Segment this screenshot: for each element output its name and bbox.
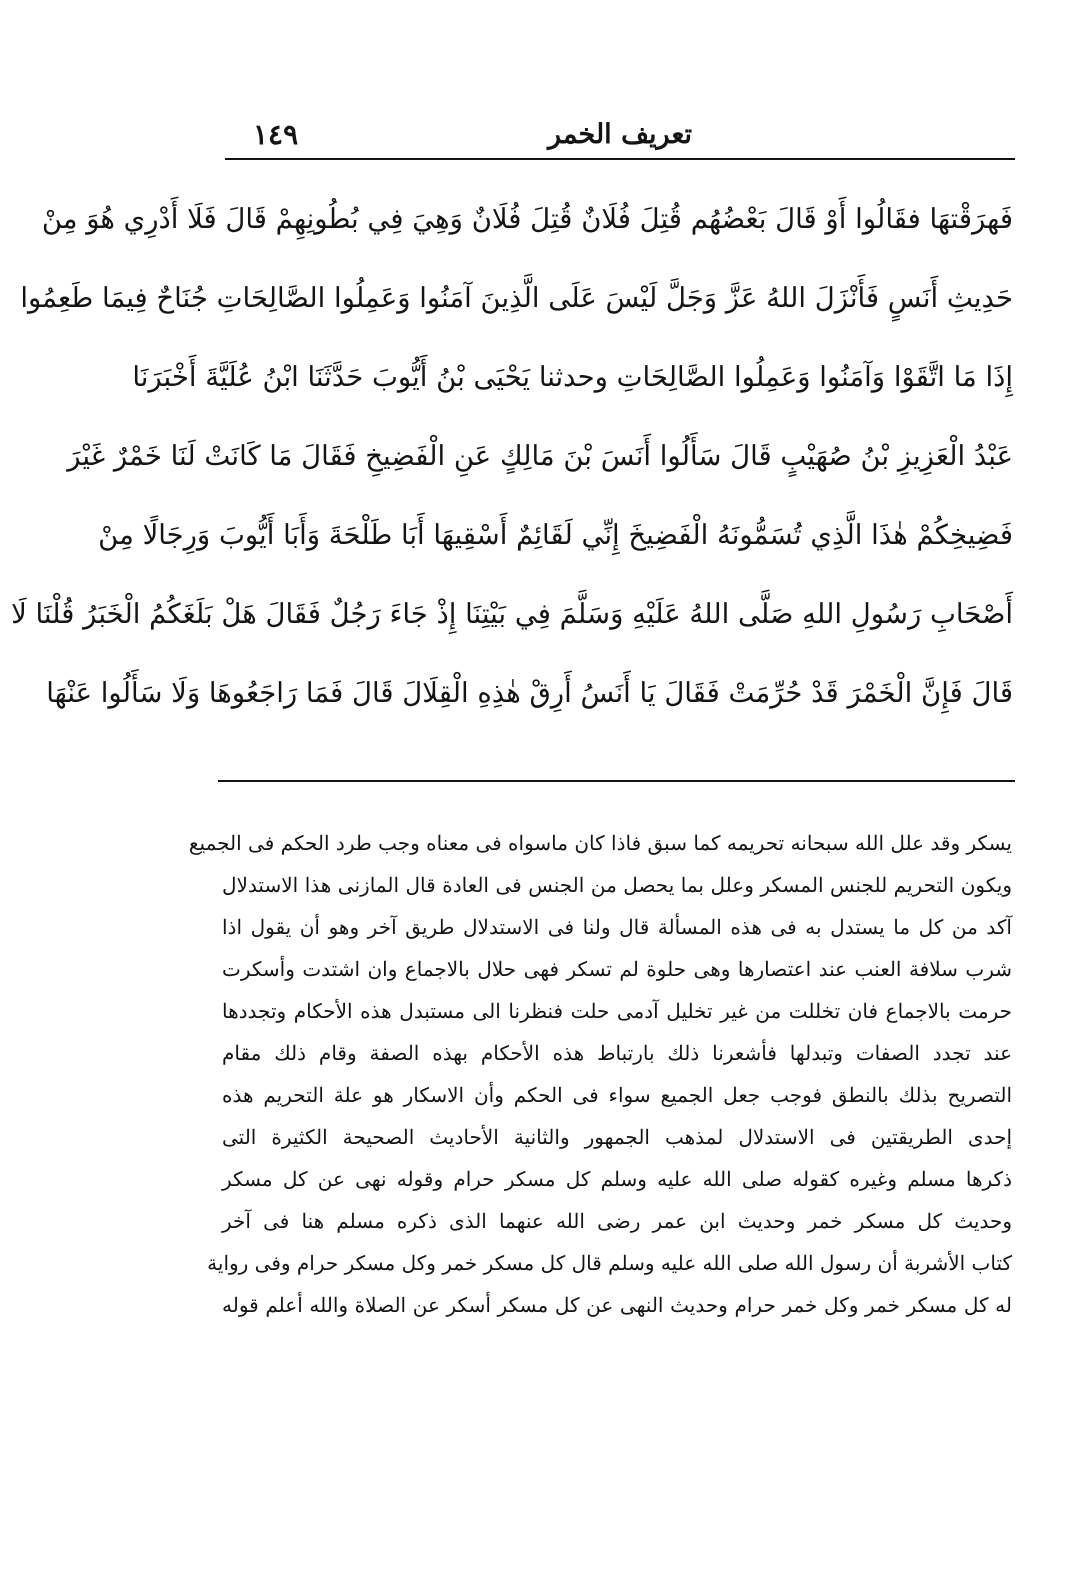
commentary-line: شرب سلافة العنب عند اعتصارها وهى حلوة لم تسكر فهى حلال بالاجماع وان اشتدت وأسكرت xyxy=(222,957,1012,981)
running-header xyxy=(225,108,1015,158)
commentary-line: يسكر وقد علل الله سبحانه تحريمه كما سبق فاذا كان ماسواه فى معناه وجب طرد الحكم فى الجميع xyxy=(188,831,1012,855)
commentary-line: حرمت بالاجماع فان تخللت من غير تخليل آدمى حلت فنظرنا الى مستبدل هذه الأحكام وتجددها xyxy=(222,999,1012,1023)
section-divider xyxy=(218,780,1015,782)
hadith-line: إِذَا مَا اتَّقَوْا وَآمَنُوا وَعَمِلُوا الصَّالِحَاتِ وحدثنا يَحْيَى بْنُ أَيُّوبَ حَدَّثَنَا ابْنُ عُلَيَّةَ أَخْبَرَنَا xyxy=(132,361,1013,393)
commentary-line: إحدى الطريقتين فى الاستدلال لمذهب الجمهور والثانية الأحاديث الصحيحة الكثيرة التى xyxy=(222,1125,1012,1149)
commentary-line: ويكون التحريم للجنس المسكر وعلل بما يحصل من الجنس فى العادة قال المازنى هذا الاستدلال xyxy=(222,873,1012,897)
hadith-text-block xyxy=(11,180,1013,733)
hadith-line: فَهرَقْتهَا فقَالُوا أَوْ قَالَ بَعْضُهُم قُتِلَ فُلَانٌ قُتِلَ فُلَانٌ وَهِيَ فِي بُطُونِهِمْ قَالَ فَلَا أَدْرِي هُوَ مِنْ xyxy=(41,203,1013,235)
commentary-line: كتاب الأشربة أن رسول الله صلى الله عليه وسلم قال كل مسكر خمر وكل مسكر حرام وفى رواية xyxy=(207,1251,1012,1275)
commentary-line: التصريح بذلك بالنطق فوجب جعل الجميع سواء فى الحكم وأن الاسكار هو علة التحريم هذه xyxy=(222,1083,1012,1107)
commentary-line: عند تجدد الصفات وتبدلها فأشعرنا ذلك بارتباط هذه الأحكام بهذه الصفة وقام ذلك مقام xyxy=(222,1041,1012,1065)
commentary-line: آكد من كل ما يستدل به فى هذه المسألة قال ولنا فى الاستدلال طريق آخر وهو أن يقول اذا xyxy=(222,915,1012,939)
page-number: ١٤٩ xyxy=(253,118,299,151)
page-title: تعريف الخمر xyxy=(548,119,692,150)
hadith-line: أَصْحَابِ رَسُولِ اللهِ صَلَّى اللهُ عَلَيْهِ وَسَلَّمَ فِي بَيْتِنَا إِذْ جَاءَ رَجُلٌ فَقَالَ هَلْ بَلَغَكُمُ الْخَبَرُ قُلْنَا لَا xyxy=(11,598,1013,630)
hadith-line: فَضِيخِكُمْ هٰذَا الَّذِي تُسَمُّونَهُ الْفَضِيخَ إِنِّي لَقَائِمٌ أَسْقِيهَا أَبَا طَلْحَةَ وَأَبَا أَيُّوبَ وَرِجَالًا مِنْ xyxy=(98,519,1013,551)
commentary-line: وحديث كل مسكر خمر وحديث ابن عمر رضى الله عنهما الذى ذكره مسلم هنا فى آخر xyxy=(222,1209,1012,1233)
header-divider xyxy=(225,158,1015,160)
hadith-line: قَالَ فَإِنَّ الْخَمْرَ قَدْ حُرِّمَتْ فَقَالَ يَا أَنَسُ أَرِقْ هٰذِهِ الْقِلَالَ قَالَ فَمَا رَاجَعُوهَا وَلَا سَأَلُوا عَنْهَا xyxy=(46,677,1013,709)
hadith-line: حَدِيثِ أَنَسٍ فَأَنْزَلَ اللهُ عَزَّ وَجَلَّ لَيْسَ عَلَى الَّذِينَ آمَنُوا وَعَمِلُوا الصَّالِحَاتِ جُنَاحٌ فِيمَا طَعِمُوا xyxy=(20,282,1013,314)
hadith-line: عَبْدُ الْعَزِيزِ بْنُ صُهَيْبٍ قَالَ سَأَلُوا أَنَسَ بْنَ مَالِكٍ عَنِ الْفَضِيخِ فَقَالَ مَا كَانَتْ لَنَا خَمْرٌ غَيْرَ xyxy=(67,440,1013,472)
commentary-line: ذكرها مسلم وغيره كقوله صلى الله عليه وسلم كل مسكر حرام وقوله نهى عن كل مسكر xyxy=(222,1167,1012,1191)
commentary-line: له كل مسكر خمر وكل خمر حرام وحديث النهى عن كل مسكر أسكر عن الصلاة والله أعلم قوله xyxy=(222,1293,1012,1317)
commentary-text-block xyxy=(188,822,1012,1326)
